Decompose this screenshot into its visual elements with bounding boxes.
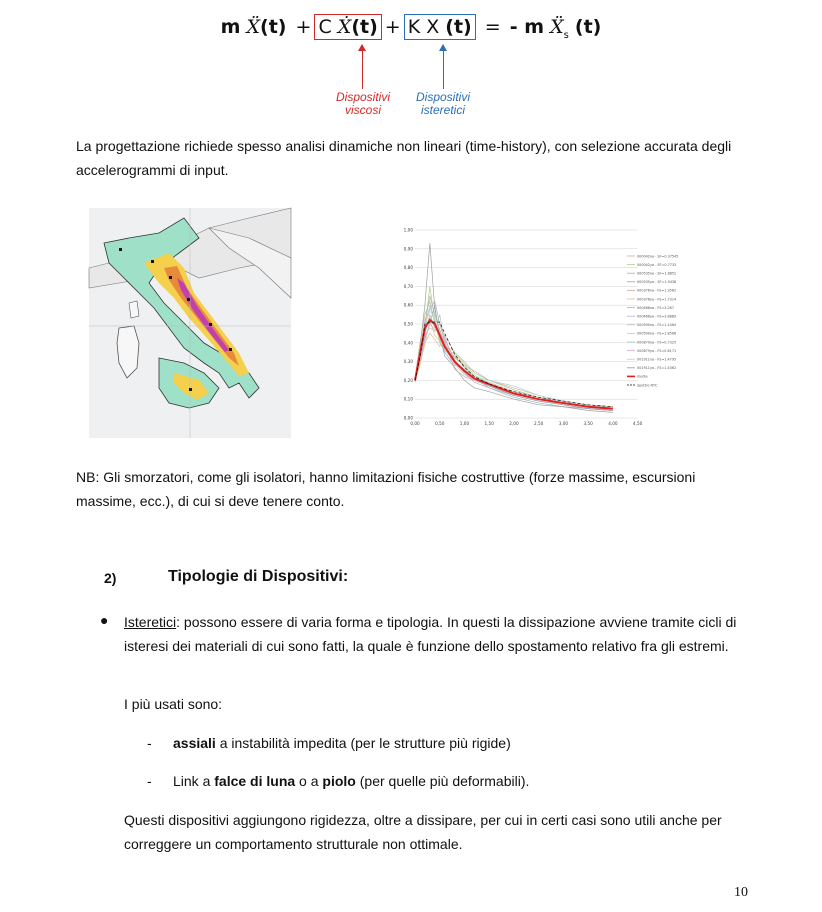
legend-label: 000535ya - SF=1.9438 [637, 280, 677, 285]
acceleration-symbol: Ẍ [246, 16, 261, 38]
damping-coefficient: C [318, 16, 332, 38]
list-item-text: a instabilità impedita (per le strutture più rigide) [215, 735, 511, 751]
x-tick-label: 2,00 [509, 421, 519, 426]
y-tick-label: 0,80 [403, 265, 413, 271]
bullet-icon: ● [100, 612, 109, 628]
hysteretic-description: : possono essere di varia forma e tipologia. In questi la dissipazione avviene tramite cicli di isteresi dei materiali di cui sono fatti, la quale è funzione dello spostamento relativo fra gli estremi. [124, 614, 737, 654]
plus-sign: + [384, 16, 401, 38]
x-tick-label: 4,00 [608, 421, 618, 426]
y-tick-label: 0,70 [403, 283, 413, 289]
rhs-coefficient: - m [509, 16, 545, 38]
velocity-symbol: Ẋ [337, 16, 352, 38]
y-tick-label: 1,00 [403, 227, 413, 233]
legend-label: 000376xa - FS=1.3582 [637, 288, 677, 293]
equation-of-motion [0, 14, 822, 41]
series-line [415, 318, 613, 410]
series-line [415, 305, 613, 410]
x-tick-label: 2,50 [534, 421, 544, 426]
time-argument: (t) [574, 16, 602, 38]
legend-label: 000042ya - SF=0.7733 [637, 262, 677, 267]
list-item-text: (per quelle più deformabili). [355, 773, 530, 789]
intro-paragraph: La progettazione richiede spesso analisi dinamiche non lineari (time-history), con selezione accurata degli accelerogrammi di input. [76, 138, 732, 178]
map-illustration-icon [89, 208, 291, 438]
list-dash: - [147, 735, 152, 751]
list-item-bold: piolo [322, 773, 356, 789]
y-tick-label: 0,60 [403, 302, 413, 308]
x-tick-label: 3,50 [583, 421, 593, 426]
mass-coefficient: m [220, 16, 241, 38]
list-dash: - [147, 773, 152, 789]
damping-term [314, 14, 381, 40]
ground-acceleration-symbol: Ẍ [550, 16, 564, 38]
legend-label: media [637, 374, 648, 379]
legend-label: 001911xa - FS=1.4795 [637, 357, 677, 362]
time-argument: (t) [351, 16, 378, 38]
legend-label: 000590xa - FS=1.1464 [637, 323, 677, 328]
list-item-text: Link a [173, 773, 215, 789]
x-tick-label: 1,50 [484, 421, 494, 426]
time-argument: (t) [445, 16, 472, 38]
series-line [415, 243, 613, 412]
section-title: Tipologie di Dispositivi: [168, 568, 349, 585]
response-spectra-chart [395, 222, 679, 430]
y-tick-label: 0,90 [403, 246, 413, 252]
legend-label: 000590ya - FS=1.8566 [637, 331, 677, 336]
x-tick-label: 0,50 [435, 421, 445, 426]
legend-label: 000466ya - FS=3.8889 [637, 314, 677, 319]
time-argument: (t) [260, 16, 287, 38]
legend-label: 000535xa - SF=1.8852 [637, 271, 677, 276]
hysteretic-arrow-icon [443, 45, 444, 89]
hysteretic-paragraph [124, 610, 754, 658]
page-number: 10 [734, 885, 748, 900]
plus-sign: + [295, 16, 312, 38]
y-tick-label: 0,00 [403, 415, 413, 421]
legend-label: 000042xa - SF=0.37545 [637, 254, 679, 259]
list-item-axial [173, 731, 511, 755]
equals-sign: = [484, 16, 501, 38]
list-item-links [173, 769, 529, 793]
chart-svg [395, 222, 679, 430]
stiffness-term [404, 14, 476, 40]
viscous-devices-label: Dispositivi viscosi [335, 90, 390, 117]
x-tick-label: 3,00 [558, 421, 569, 426]
legend-label: Spettro NTC [637, 383, 658, 388]
displacement-symbol: X [426, 16, 440, 38]
y-tick-label: 0,20 [403, 377, 413, 383]
viscous-arrow-icon [362, 45, 363, 89]
x-tick-label: 1,00 [459, 421, 470, 426]
legend-label: 001911ya - FS=1.4362 [637, 366, 677, 371]
legend-label: 000879xa - FS=0.7325 [637, 340, 677, 345]
y-tick-label: 0,10 [403, 396, 413, 402]
legend-label: 000376ya - FS=1.7314 [637, 297, 677, 302]
y-tick-label: 0,30 [403, 359, 413, 365]
hysteretic-devices-label: Dispositivi isteretici [415, 90, 470, 117]
series-line [415, 315, 613, 411]
legend-label: 000466xa - FS=3.267 [637, 305, 674, 310]
list-item-bold: falce di luna [214, 773, 296, 789]
legend-label: 000879ya - FS=0.6171 [637, 348, 677, 353]
most-used-text: I più usati sono: [124, 696, 223, 712]
note-paragraph: NB: Gli smorzatori, come gli isolatori, hanno limitazioni fisiche costruttive (forze massime, escursioni massime, ecc.), di cui si deve tenere conto. [76, 469, 696, 509]
x-tick-label: 4,50 [632, 421, 643, 426]
hysteretic-term: Isteretici [124, 614, 177, 630]
closing-paragraph: Questi dispositivi aggiungono rigidezza, oltre a dissipare, per cui in certi casi sono utili anche per correggere un comportamento strutturale non ottimale. [124, 812, 722, 852]
x-tick-label: 0,00 [410, 421, 420, 426]
list-item-text: o a [295, 773, 323, 789]
ground-subscript: s [563, 29, 569, 41]
list-item-bold: assiali [173, 735, 216, 751]
italy-seismic-map [89, 208, 291, 438]
stiffness-coefficient: K [407, 16, 421, 38]
y-tick-label: 0,50 [403, 321, 413, 327]
section-number: 2) [104, 570, 117, 586]
y-tick-label: 0,40 [403, 340, 413, 346]
